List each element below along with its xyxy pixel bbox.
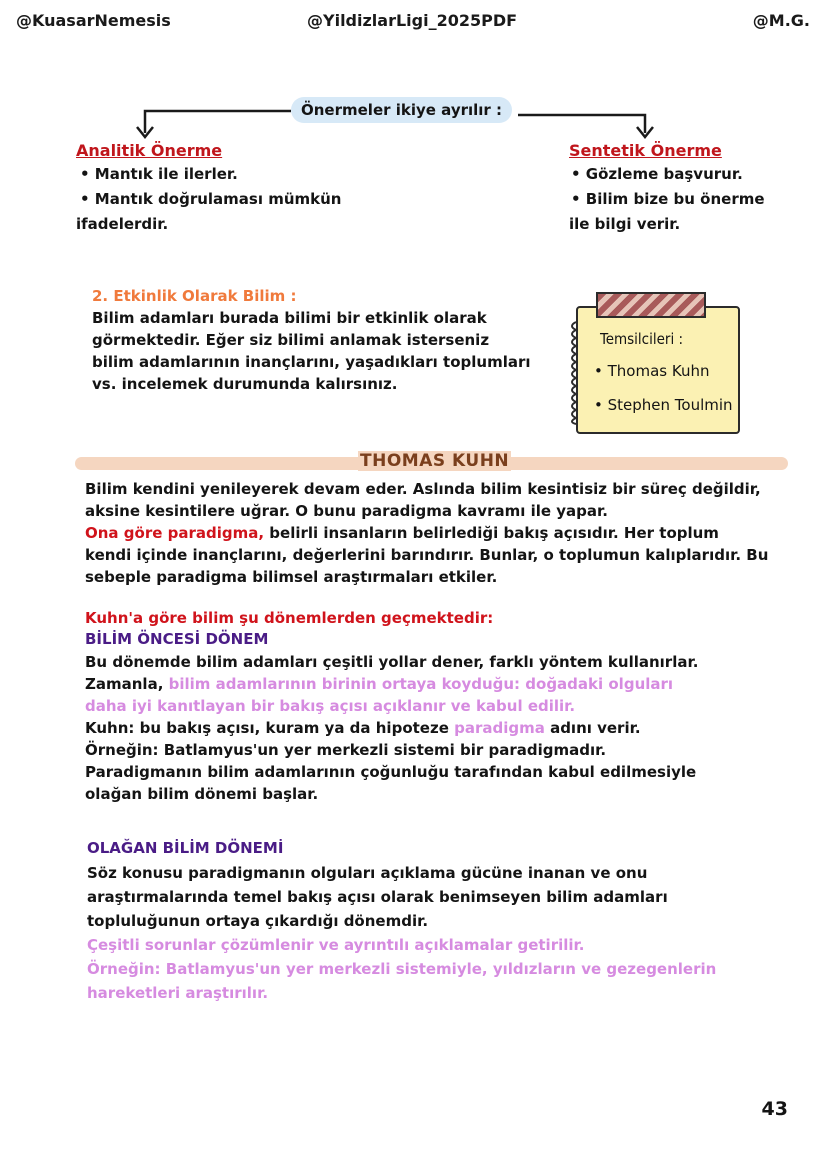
analytic-proposition <box>76 141 341 237</box>
analytic-line: • Mantık doğrulaması mümkün <box>80 190 342 208</box>
representatives-note <box>566 292 738 432</box>
analytic-line: • Mantık ile ilerler. <box>80 165 238 183</box>
normal-science-title: OLAĞAN BİLİM DÖNEMİ <box>87 839 284 857</box>
normal-science-line: topluluğunun ortaya çıkardığı dönemdir. <box>87 912 429 930</box>
activity-line: bilim adamlarının inançlarını, yaşadıkları toplumları <box>92 353 531 371</box>
pre-science-text: adını verir. <box>544 719 641 737</box>
right-arrow-line <box>518 115 645 133</box>
banner-label: THOMAS KUHN <box>360 451 510 471</box>
normal-science-line: Söz konusu paradigmanın olguları açıklama gücüne inanan ve onu <box>87 864 648 882</box>
activity-title: 2. Etkinlik Olarak Bilim : <box>92 287 297 305</box>
synthetic-line: • Gözleme başvurur. <box>571 165 743 183</box>
spiral-binding-icon <box>566 320 580 426</box>
header-right-handle: @M.G. <box>752 11 810 30</box>
normal-science-section <box>87 838 787 1005</box>
normal-science-highlight: Çeşitli sorunlar çözümlenir ve ayrıntılı açıklamalar getirilir. <box>87 936 585 954</box>
pre-science-text: Zamanla, <box>85 675 169 693</box>
normal-science-highlight: Örneğin: Batlamyus'un yer merkezli sistemiyle, yıldızların ve gezegenlerin <box>87 960 717 978</box>
paradigm-definition <box>85 522 785 544</box>
synthetic-title: Sentetik Önerme <box>569 141 722 160</box>
analytic-title: Analitik Önerme <box>76 141 223 160</box>
pre-science-line: Paradigmanın bilim adamlarının çoğunluğu tarafından kabul edilmesiyle <box>85 763 697 781</box>
analytic-line: ifadelerdir. <box>76 215 169 233</box>
activity-section <box>92 287 531 395</box>
kuhn-intro <box>85 478 785 588</box>
pre-science-title: BİLİM ÖNCESİ DÖNEM <box>85 630 269 648</box>
paradigm-highlight: Ona göre paradigma, <box>85 524 265 542</box>
synthetic-line: • Bilim bize bu önerme <box>571 190 765 208</box>
pre-science-line <box>85 717 785 739</box>
synthetic-line: ile bilgi verir. <box>569 215 681 233</box>
periods-intro: Kuhn'a göre bilim şu dönemlerden geçmektedir: <box>85 609 494 627</box>
diagram-connectors <box>0 0 828 160</box>
paradigm-line: kendi içinde inançlarını, değerlerini barındırır. Bunlar, o toplumun kalıplarıdır. Bu <box>85 546 769 564</box>
pre-science-line: Örneğin: Batlamyus'un yer merkezli sistemi bir paradigmadır. <box>85 741 607 759</box>
kuhn-periods <box>85 607 785 805</box>
left-arrow-line <box>145 111 291 133</box>
paradigm-line: sebeple paradigma bilimsel araştırmaları etkiler. <box>85 568 498 586</box>
pre-science-line: Bu dönemde bilim adamları çeşitli yollar dener, farklı yöntem kullanırlar. <box>85 653 699 671</box>
pre-science-line: olağan bilim dönemi başlar. <box>85 785 319 803</box>
normal-science-highlight: hareketleri araştırılır. <box>87 984 269 1002</box>
note-item: • Thomas Kuhn <box>594 362 710 380</box>
activity-line: görmektedir. Eğer siz bilimi anlamak isterseniz <box>92 331 490 349</box>
propositions-center-label: Önermeler ikiye ayrılır : <box>291 97 512 123</box>
note-tape <box>596 292 706 318</box>
note-item: • Stephen Toulmin <box>594 396 733 414</box>
pre-science-text: Kuhn: bu bakış açısı, kuram ya da hipoteze <box>85 719 455 737</box>
kuhn-intro-line: Bilim kendini yenileyerek devam eder. Aslında bilim kesintisiz bir süreç değildir, <box>85 480 761 498</box>
activity-line: Bilim adamları burada bilimi bir etkinlik olarak <box>92 309 487 327</box>
pre-science-highlight: bilim adamlarının birinin ortaya koyduğu: doğadaki olguları <box>168 675 674 693</box>
synthetic-proposition <box>569 141 765 237</box>
header-center-handle: @YildizlarLigi_2025PDF <box>307 11 518 30</box>
activity-line: vs. incelemek durumunda kalırsınız. <box>92 375 398 393</box>
pre-science-line <box>85 673 785 695</box>
paradigm-term: paradigma <box>454 719 545 737</box>
pre-science-highlight: daha iyi kanıtlayan bir bakış açısı açıklanır ve kabul edilir. <box>85 697 576 715</box>
normal-science-line: araştırmalarında temel bakış açısı olarak benimseyen bilim adamları <box>87 888 668 906</box>
thomas-kuhn-banner <box>75 451 788 472</box>
kuhn-intro-line: aksine kesintilere uğrar. O bunu paradigma kavramı ile yapar. <box>85 502 608 520</box>
note-heading: Temsilcileri : <box>600 330 684 348</box>
page-number: 43 <box>761 1098 788 1120</box>
paradigm-definition-rest: belirli insanların belirlediği bakış açısıdır. Her toplum <box>264 524 719 542</box>
header-left-handle: @KuasarNemesis <box>16 11 171 30</box>
